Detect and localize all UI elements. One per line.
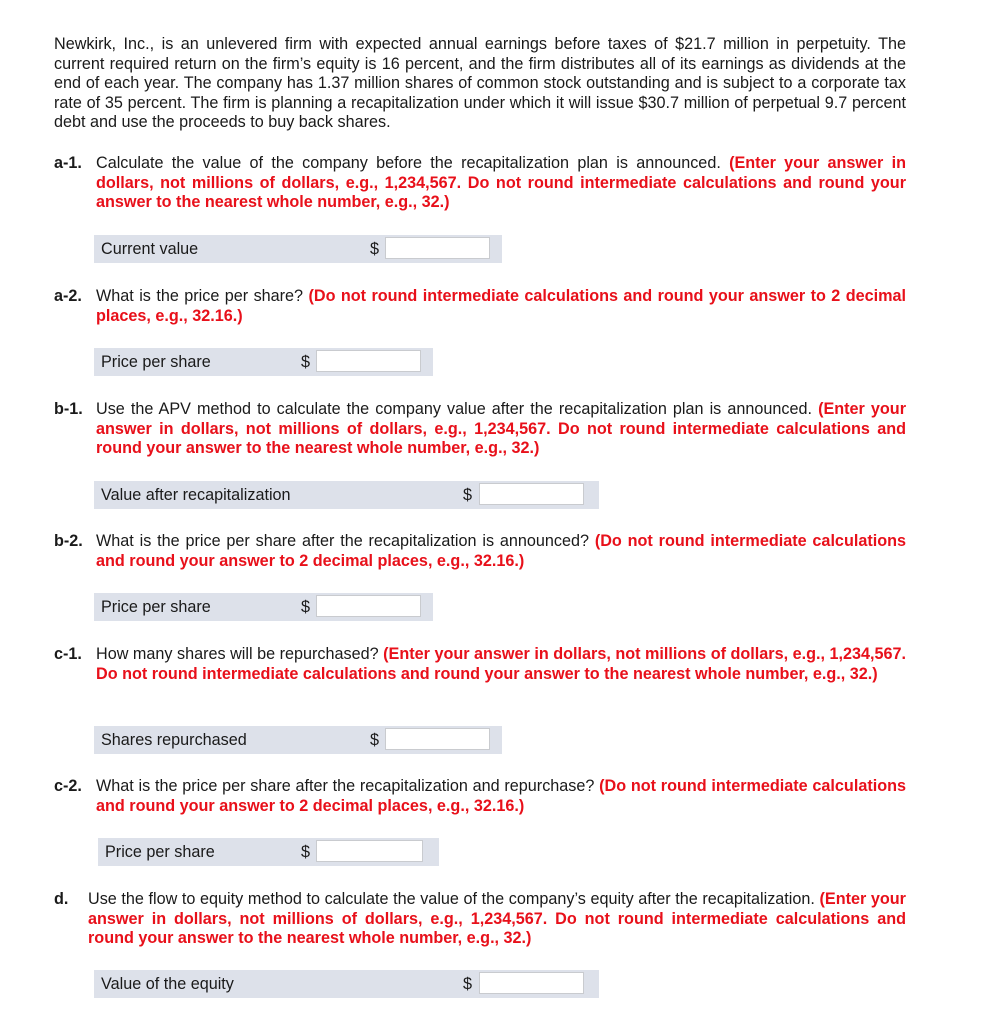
answer-row-price-per-share-c2 (98, 838, 439, 866)
question-text: What is the price per share? (96, 287, 309, 305)
question-body (88, 890, 906, 949)
answer-row-price-per-share-b2 (94, 593, 433, 621)
question-number: a-2. (54, 287, 82, 305)
price-per-share-input-a2[interactable] (316, 350, 421, 372)
question-instruction: (Enter your answer in dollars, not millions of dollars, e.g., 1,234,567. Do not round intermediate calculations and round your answer to the nearest whole number, e.g., 32.) (96, 400, 906, 458)
question-c1 (54, 645, 906, 684)
current-value-input[interactable] (385, 237, 490, 259)
dollar-sign: $ (370, 240, 380, 258)
question-body (96, 777, 906, 816)
question-d (54, 890, 906, 949)
question-instruction: (Enter your answer in dollars, not millions of dollars, e.g., 1,234,567. Do not round intermediate calculations and round your answer to the nearest whole number, e.g., 32.) (88, 890, 906, 948)
answer-row-price-per-share-a2 (94, 348, 433, 376)
answer-label: Shares repurchased (101, 731, 247, 749)
question-text: Use the flow to equity method to calculate the value of the company’s equity after the recapitalization. (88, 890, 820, 908)
shares-repurchased-input[interactable] (385, 728, 490, 750)
question-instruction: (Do not round intermediate calculations and round your answer to 2 decimal places, e.g., 32.16.) (96, 287, 906, 325)
question-number: c-1. (54, 645, 82, 663)
problem-intro: Newkirk, Inc., is an unlevered firm with expected annual earnings before taxes of $21.7 million in perpetuity. The current required return on the firm’s equity is 16 percent, and the firm distributes all of its earnings as dividends at the end of each year. The company has 1.37 million shares of common stock outstanding and is subject to a corporate tax rate of 35 percent. The firm is planning a recapitalization under which it will issue $30.7 million of perpetual 9.7 percent debt and use the proceeds to buy back shares. (54, 35, 906, 132)
question-body (96, 154, 906, 213)
answer-row-value-after-recap (94, 481, 599, 509)
question-instruction: (Do not round intermediate calculations and round your answer to 2 decimal places, e.g., 32.16.) (96, 777, 906, 815)
question-text: Calculate the value of the company before the recapitalization plan is announced. (96, 154, 730, 172)
dollar-sign: $ (301, 843, 311, 861)
dollar-sign: $ (301, 353, 311, 371)
price-per-share-input-b2[interactable] (316, 595, 421, 617)
question-number: d. (54, 890, 69, 908)
answer-row-shares-repurchased (94, 726, 502, 754)
question-b1 (54, 400, 906, 459)
answer-row-value-of-equity (94, 970, 599, 998)
question-number: c-2. (54, 777, 82, 795)
answer-label: Current value (101, 240, 199, 258)
question-text: Use the APV method to calculate the company value after the recapitalization plan is announced. (96, 400, 819, 418)
dollar-sign: $ (370, 731, 380, 749)
question-text: What is the price per share after the recapitalization is announced? (96, 532, 595, 550)
question-body (96, 287, 906, 326)
question-a1 (54, 154, 906, 213)
answer-label: Price per share (105, 843, 215, 861)
question-body (96, 645, 906, 684)
question-number: a-1. (54, 154, 82, 172)
question-b2 (54, 532, 906, 571)
question-number: b-2. (54, 532, 83, 550)
value-after-recap-input[interactable] (479, 483, 584, 505)
question-a2 (54, 287, 906, 326)
dollar-sign: $ (301, 598, 311, 616)
question-text: What is the price per share after the recapitalization and repurchase? (96, 777, 600, 795)
price-per-share-input-c2[interactable] (316, 840, 423, 862)
answer-label: Price per share (101, 353, 211, 371)
answer-label: Value after recapitalization (101, 486, 291, 504)
answer-row-current-value (94, 235, 502, 263)
answer-label: Value of the equity (101, 975, 234, 993)
dollar-sign: $ (463, 486, 473, 504)
question-text: How many shares will be repurchased? (96, 645, 384, 663)
question-body (96, 532, 906, 571)
question-instruction: (Enter your answer in dollars, not millions of dollars, e.g., 1,234,567. Do not round intermediate calculations and round your answer to the nearest whole number, e.g., 32.) (96, 154, 906, 212)
answer-label: Price per share (101, 598, 211, 616)
question-instruction: (Do not round intermediate calculations and round your answer to 2 decimal places, e.g., 32.16.) (96, 532, 906, 570)
question-c2 (54, 777, 906, 816)
value-of-equity-input[interactable] (479, 972, 584, 994)
question-number: b-1. (54, 400, 83, 418)
dollar-sign: $ (463, 975, 473, 993)
question-instruction: (Enter your answer in dollars, not millions of dollars, e.g., 1,234,567. Do not round intermediate calculations and round your answer to the nearest whole number, e.g., 32.) (96, 645, 907, 683)
question-body (96, 400, 906, 459)
